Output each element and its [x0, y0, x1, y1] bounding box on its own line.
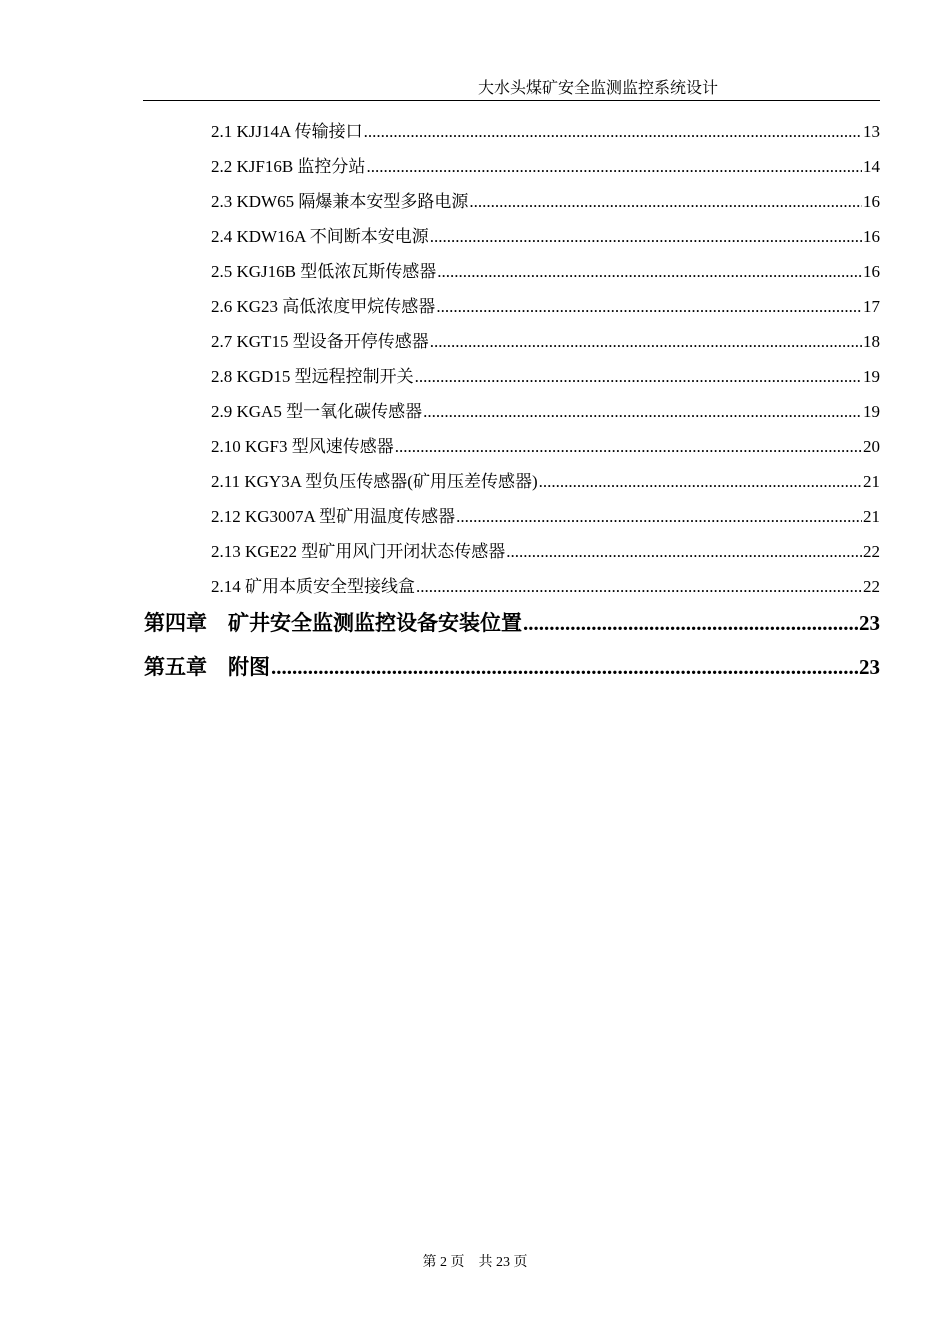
toc-entry-label: 2.9 KGA5 型一氧化碳传感器	[211, 402, 423, 421]
toc-entry[interactable]	[211, 117, 880, 142]
toc-leader-dots	[437, 262, 862, 282]
toc-entry[interactable]	[211, 327, 880, 352]
page-header	[143, 78, 880, 101]
toc-entry-page: 19	[863, 367, 880, 386]
toc-entry-label: 2.5 KGJ16B 型低浓瓦斯传感器	[211, 262, 437, 281]
toc-leader-dots	[395, 437, 862, 457]
toc-entry-page: 16	[863, 192, 880, 211]
toc-leader-dots	[364, 122, 862, 142]
toc-entry[interactable]	[211, 292, 880, 317]
toc-entry[interactable]	[211, 432, 880, 457]
toc-leader-dots	[430, 332, 862, 352]
toc-entry[interactable]	[211, 152, 880, 177]
toc-entry-page: 21	[863, 507, 880, 526]
toc-leader-dots	[423, 402, 862, 422]
toc-chapter-label: 第五章 附图	[144, 655, 270, 679]
toc-entry-label: 2.1 KJJ14A 传输接口	[211, 122, 363, 141]
toc-entry-page: 20	[863, 437, 880, 456]
toc-leader-dots	[430, 227, 862, 247]
toc-entry-label: 2.8 KGD15 型远程控制开关	[211, 367, 414, 386]
page-footer	[0, 1251, 950, 1271]
toc-entry[interactable]	[211, 257, 880, 282]
toc-entry-page: 18	[863, 332, 880, 351]
toc-leader-dots	[523, 611, 858, 636]
toc-leader-dots	[506, 542, 862, 562]
toc-entry-label: 2.10 KGF3 型风速传感器	[211, 437, 394, 456]
toc-chapter-label: 第四章 矿井安全监测监控设备安装位置	[144, 611, 522, 635]
toc-leader-dots	[456, 507, 862, 527]
toc-entry-page: 16	[863, 227, 880, 246]
toc-entry-label: 2.6 KG23 高低浓度甲烷传感器	[211, 297, 436, 316]
toc-entry-label: 2.11 KGY3A 型负压传感器(矿用压差传感器)	[211, 472, 538, 491]
toc-leader-dots	[469, 192, 862, 212]
toc-leader-dots	[436, 297, 862, 317]
page-number: 第 2 页 共 23 页	[422, 1255, 528, 1270]
toc-entry-label: 2.7 KGT15 型设备开停传感器	[211, 332, 429, 351]
toc-entry-page: 16	[863, 262, 880, 281]
toc-entry[interactable]	[211, 537, 880, 562]
toc-leader-dots	[416, 577, 862, 597]
toc-entry[interactable]	[211, 572, 880, 597]
toc-entry-page: 21	[863, 472, 880, 491]
toc-entry-label: 2.2 KJF16B 监控分站	[211, 157, 366, 176]
toc-entry-page: 13	[863, 122, 880, 141]
toc-entry-label: 2.3 KDW65 隔爆兼本安型多路电源	[211, 192, 469, 211]
toc-chapter-page: 23	[859, 655, 880, 679]
toc-entry-page: 22	[863, 542, 880, 561]
toc-chapter-entry[interactable]	[144, 607, 880, 637]
toc-entry-label: 2.12 KG3007A 型矿用温度传感器	[211, 507, 456, 526]
toc-entry[interactable]	[211, 362, 880, 387]
toc-entry-page: 22	[863, 577, 880, 596]
toc-chapter-entry[interactable]	[144, 651, 880, 681]
toc-leader-dots	[366, 157, 862, 177]
toc-entry[interactable]	[211, 502, 880, 527]
toc-leader-dots	[271, 655, 858, 680]
toc-entry[interactable]	[211, 467, 880, 492]
toc-entry-label: 2.13 KGE22 型矿用风门开闭状态传感器	[211, 542, 506, 561]
toc-entry[interactable]	[211, 222, 880, 247]
toc-entry-page: 17	[863, 297, 880, 316]
toc-entry-page: 14	[863, 157, 880, 176]
toc-entry[interactable]	[211, 397, 880, 422]
header-title: 大水头煤矿安全监测监控系统设计	[477, 80, 718, 97]
toc-leader-dots	[415, 367, 862, 387]
toc-leader-dots	[539, 472, 862, 492]
toc-entry[interactable]	[211, 187, 880, 212]
toc-entry-label: 2.14 矿用本质安全型接线盒	[211, 577, 415, 596]
toc-entry-label: 2.4 KDW16A 不间断本安电源	[211, 227, 429, 246]
toc-chapter-page: 23	[859, 611, 880, 635]
toc-entry-page: 19	[863, 402, 880, 421]
